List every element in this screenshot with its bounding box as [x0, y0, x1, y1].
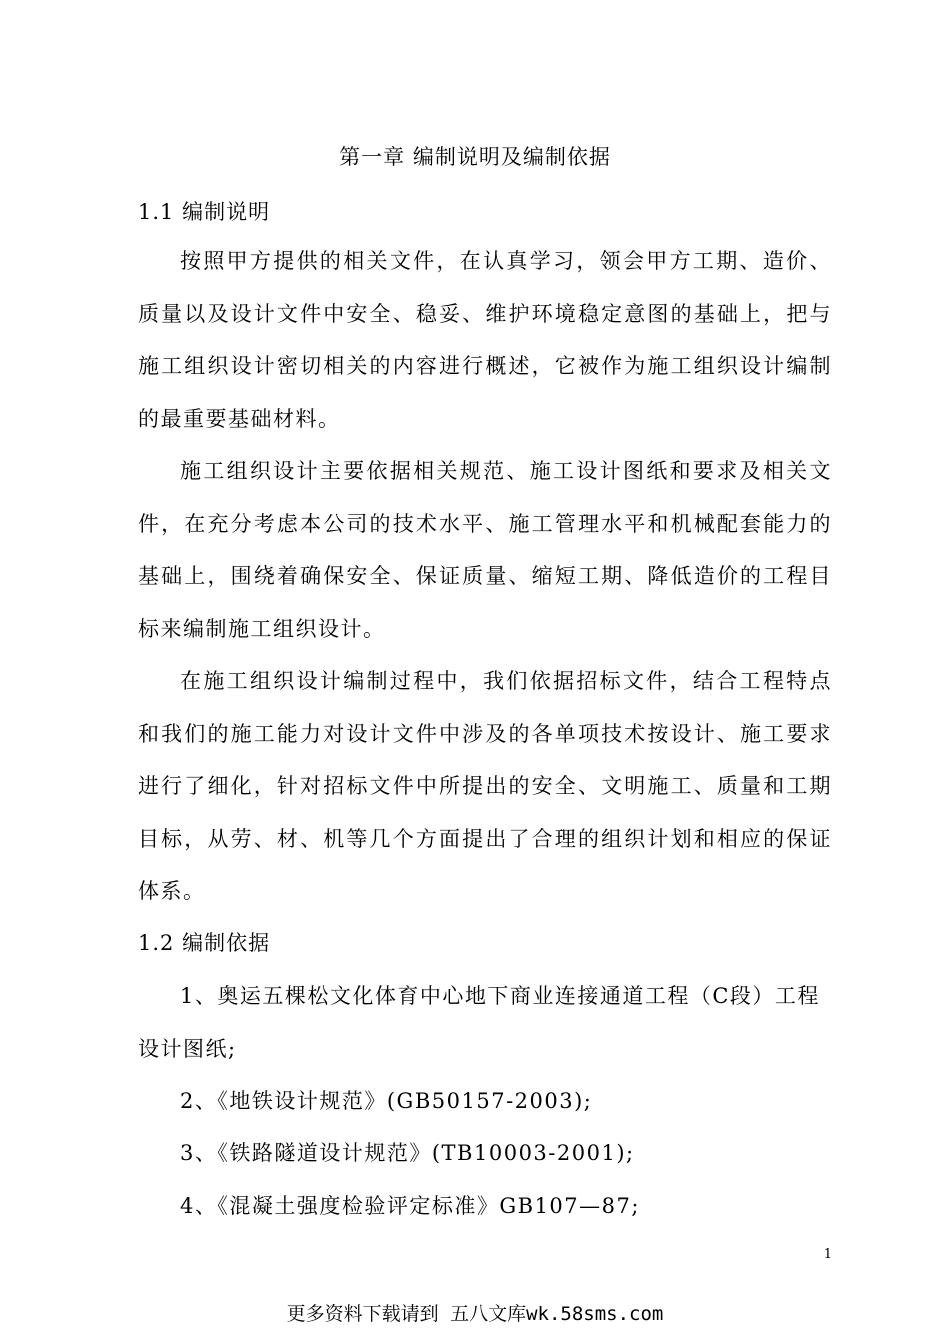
paragraph-3: 在施工组织设计编制过程中，我们依据招标文件，结合工程特点和我们的施工能力对设计文件中涉及的各单项技术按设计、施工要求进行了细化，针对招标文件中所提出的安全、文明施工、质量和工期目标，从劳、材、机等几个方面提出了合理的组织计划和相应的保证体系。	[138, 669, 832, 903]
basis-item-4: 4、《混凝土强度检验评定标准》GB107—87;	[180, 1194, 640, 1218]
basis-item-2: 2、《地铁设计规范》(GB50157-2003);	[180, 1089, 593, 1113]
section-heading-1-1: 1.1 编制说明	[138, 200, 271, 224]
basis-item-3: 3、《铁路隧道设计规范》(TB10003-2001);	[180, 1141, 635, 1165]
page-number: 1	[823, 1247, 832, 1262]
paragraph-1: 按照甲方提供的相关文件，在认真学习，领会甲方工期、造价、质量以及设计文件中安全、稳妥、维护环境稳定意图的基础上，把与施工组织设计密切相关的内容进行概述，它被作为施工组织设计编制的最重要基础材料。	[138, 249, 832, 431]
footer-download-note: 更多资料下载请到 五八文库wk.58sms.com	[286, 1303, 664, 1325]
section-heading-1-2: 1.2 编制依据	[138, 931, 271, 955]
basis-item-1: 1、奥运五棵松文化体育中心地下商业连接通道工程（C段）工程设计图纸;	[138, 984, 820, 1061]
chapter-title: 第一章 编制说明及编制依据	[339, 145, 611, 169]
paragraph-2: 施工组织设计主要依据相关规范、施工设计图纸和要求及相关文件，在充分考虑本公司的技术水平、施工管理水平和机械配套能力的基础上，围绕着确保安全、保证质量、缩短工期、降低造价的工程目标来编制施工组织设计。	[138, 459, 832, 641]
